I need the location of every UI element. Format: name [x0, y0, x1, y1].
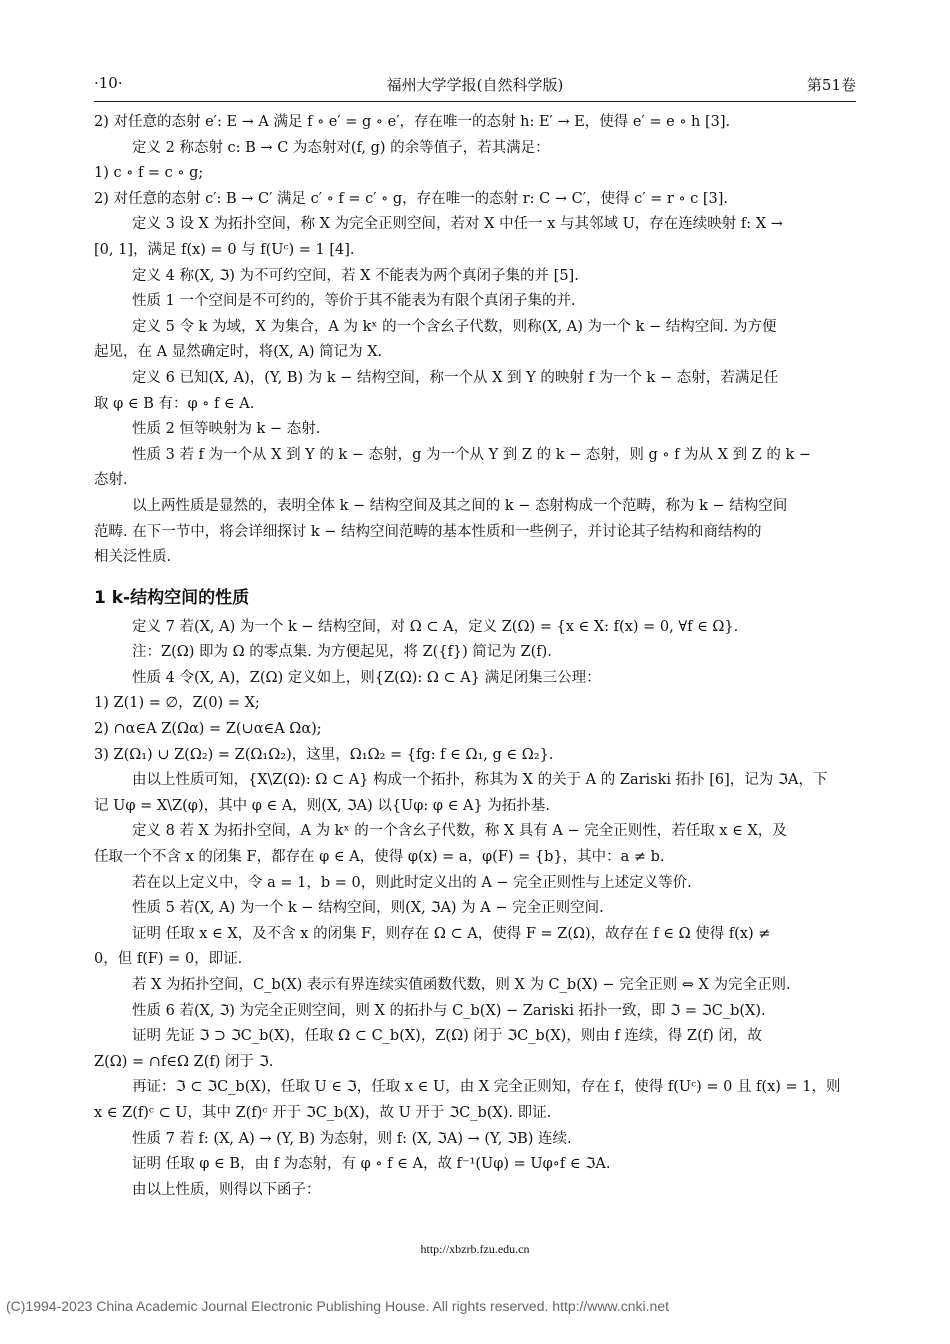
text-line: 性质 3 若 f 为一个从 X 到 Y 的 k − 态射，g 为一个从 Y 到 Z 的 k − 态射，则 g ∘ f 为从 X 到 Z 的 k −	[132, 446, 812, 463]
text-line: [0, 1]，满足 f(x) = 0 与 f(Uᶜ) = 1 [4].	[94, 241, 355, 258]
text-line: 定义 3 设 X 为拓扑空间，称 X 为完全正则空间，若对 X 中任一 x 与其邻域 U，存在连续映射 f: X →	[132, 216, 783, 233]
text-line: 定义 5 令 k 为域，X 为集合，A 为 kˣ 的一个含幺子代数，则称(X, A) 为一个 k − 结构空间. 为方便	[132, 318, 777, 335]
text-line: 性质 5 若(X, A) 为一个 k − 结构空间，则(X, ℑA) 为 A − 完全正则空间.	[132, 900, 604, 917]
text-line: 性质 1 一个空间是不可约的，等价于其不能表为有限个真闭子集的并.	[132, 293, 576, 310]
text-line: 记 Uφ = X\Z(φ)，其中 φ ∈ A，则(X, ℑA) 以{Uφ: φ ∈ A} 为拓扑基.	[94, 797, 550, 814]
text-line: 定义 2 称态射 c: B → C 为态射对(f, g) 的余等值子，若其满足：	[132, 139, 550, 156]
text-line: 证明 任取 x ∈ X，及不含 x 的闭集 F，则存在 Ω ⊂ A，使得 F = Z(Ω)，故存在 f ∈ Ω 使得 f(x) ≠	[132, 925, 771, 942]
volume-label: 第51卷	[806, 76, 856, 94]
text-line: 1) c ∘ f = c ∘ g;	[94, 165, 204, 182]
text-line: 性质 6 若(X, ℑ) 为完全正则空间，则 X 的拓扑与 C_b(X) − Zariski 拓扑一致，即 ℑ = ℑC_b(X).	[132, 1002, 766, 1019]
text-line: 若 X 为拓扑空间，C_b(X) 表示有界连续实值函数代数，则 X 为 C_b(X) − 完全正则 ⇔ X 为完全正则.	[132, 977, 791, 993]
copyright-notice: (C)1994-2023 China Academic Journal Electronic Publishing House. All rights reserved. http://www.cnki.net	[6, 1298, 669, 1314]
text-line: 性质 4 令(X, A)，Z(Ω) 定义如上，则{Z(Ω): Ω ⊂ A} 满足闭集三公理：	[132, 669, 601, 686]
section-heading: 1 k-结构空间的性质	[94, 587, 250, 608]
text-line: 取 φ ∈ B 有：φ ∘ f ∈ A.	[94, 395, 255, 412]
text-line: 1) Z(1) = ∅，Z(0) = X;	[94, 695, 260, 712]
text-line: 定义 8 若 X 为拓扑空间，A 为 kˣ 的一个含幺子代数，称 X 具有 A − 完全正则性，若任取 x ∈ X，及	[132, 823, 787, 840]
text-line: 3) Z(Ω₁) ∪ Z(Ω₂) = Z(Ω₁Ω₂)，这里，Ω₁Ω₂ = {fg: f ∈ Ω₁, g ∈ Ω₂}.	[94, 746, 554, 763]
page-number: ·10·	[94, 74, 123, 92]
text-line: 定义 7 若(X, A) 为一个 k − 结构空间，对 Ω ⊂ A，定义 Z(Ω) = {x ∈ X: f(x) = 0, ∀f ∈ Ω}.	[132, 618, 739, 635]
text-line: 相关泛性质.	[94, 549, 172, 566]
text-line: 证明 任取 φ ∈ B，由 f 为态射，有 φ ∘ f ∈ A，故 f⁻¹(Uφ) = Uφ∘f ∈ ℑA.	[132, 1156, 611, 1173]
text-line: Z(Ω) = ∩f∈Ω Z(f) 闭于 ℑ.	[94, 1053, 274, 1070]
text-line: 0，但 f(F) = 0，即证.	[94, 951, 243, 968]
text-line: 起见，在 A 显然确定时，将(X, A) 简记为 X.	[94, 344, 383, 361]
text-line: 2) 对任意的态射 e′: E → A 满足 f ∘ e′ = g ∘ e′，存在唯一的态射 h: E′ → E，使得 e′ = e ∘ h [3].	[94, 114, 731, 130]
text-line: 性质 7 若 f: (X, A) → (Y, B) 为态射，则 f: (X, ℑA) → (Y, ℑB) 连续.	[132, 1130, 572, 1147]
text-line: 再证：ℑ ⊂ ℑC_b(X)，任取 U ∈ ℑ，任取 x ∈ U，由 X 完全正则知，存在 f，使得 f(Uᶜ) = 0 且 f(x) = 1，则	[132, 1079, 841, 1096]
text-line: x ∈ Z(f)ᶜ ⊂ U，其中 Z(f)ᶜ 开于 ℑC_b(X)，故 U 开于 ℑC_b(X). 即证.	[94, 1104, 552, 1121]
text-line: 若在以上定义中，令 a = 1，b = 0，则此时定义出的 A − 完全正则性与上述定义等价.	[132, 874, 692, 891]
text-line: 2) 对任意的态射 c′: B → C′ 满足 c′ ∘ f = c′ ∘ g，存在唯一的态射 r: C → C′，使得 c′ = r ∘ c [3].	[94, 190, 729, 207]
text-line: 以上两性质是显然的，表明全体 k − 结构空间及其之间的 k − 态射构成一个范畴，称为 k − 结构空间	[132, 497, 788, 514]
journal-title: 福州大学学报(自然科学版)	[386, 76, 564, 94]
footer-url[interactable]: http://xbzrb.fzu.edu.cn	[420, 1242, 530, 1256]
text-line: 性质 2 恒等映射为 k − 态射.	[132, 421, 321, 438]
running-header	[94, 74, 856, 100]
header-rule	[94, 101, 856, 102]
text-line: 由以上性质，则得以下函子：	[132, 1181, 321, 1198]
text-line: 注：Z(Ω) 即为 Ω 的零点集. 为方便起见，将 Z({f}) 简记为 Z(f).	[132, 644, 552, 661]
text-line: 态射.	[94, 472, 128, 489]
text-line: 证明 先证 ℑ ⊃ ℑC_b(X)，任取 Ω ⊂ C_b(X)，Z(Ω) 闭于 ℑC_b(X)，则由 f 连续，得 Z(f) 闭，故	[132, 1028, 762, 1045]
article-body	[94, 110, 856, 1203]
text-line: 任取一个不含 x 的闭集 F，都存在 φ ∈ A，使得 φ(x) = a，φ(F) = {b}，其中：a ≠ b.	[94, 849, 665, 866]
text-line: 定义 6 已知(X, A)，(Y, B) 为 k − 结构空间，称一个从 X 到 Y 的映射 f 为一个 k − 态射，若满足任	[132, 369, 779, 386]
text-line: 由以上性质可知，{X\Z(Ω): Ω ⊂ A} 构成一个拓扑，称其为 X 的关于 A 的 Zariski 拓扑 [6]，记为 ℑA，下	[132, 772, 828, 789]
text-line: 2) ∩α∈A Z(Ωα) = Z(∪α∈A Ωα);	[94, 721, 322, 738]
text-line: 定义 4 称(X, ℑ) 为不可约空间，若 X 不能表为两个真闭子集的并 [5].	[132, 267, 579, 284]
text-line: 范畴. 在下一节中，将会详细探讨 k − 结构空间范畴的基本性质和一些例子，并讨论其子结构和商结构的	[94, 523, 762, 540]
